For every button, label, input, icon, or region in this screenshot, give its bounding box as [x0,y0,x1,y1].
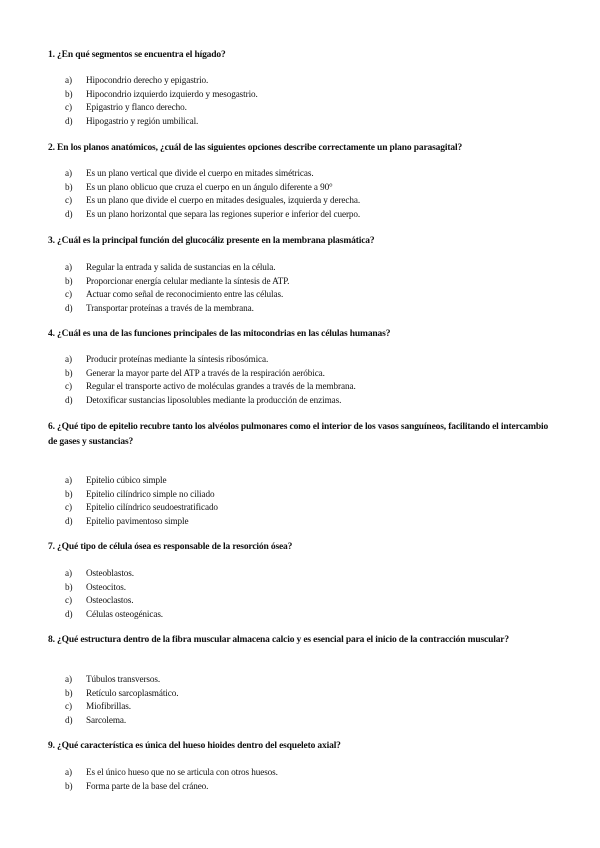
question-3-options [65,261,545,315]
question-6-options [65,474,545,528]
option-c: c) Miofibrillas. [65,701,131,711]
question-2-title: 2. En los planos anatómicos, ¿cuál de las siguientes opciones describe correctamente un plano parasagital? [48,143,463,153]
option-d: d) Detoxificar sustancias liposolubles mediante la producción de enzimas. [65,394,342,405]
option-a: a) Regular la entrada y salida de sustancias en la célula. [65,262,276,272]
option-c: c) Osteoclastos. [65,595,134,605]
option-b: b) Proporcionar energía celular mediante la síntesis de ATP. [65,275,290,286]
question-3-title: 3. ¿Cuál es la principal función del glucocáliz presente en la membrana plasmática? [48,236,375,246]
option-c: c) Actuar como señal de reconocimiento entre las células. [65,289,284,299]
option-d: d) Hipogastrio y región umbilical. [65,115,199,126]
option-b: b) Hipocondrio izquierdo izquierdo y mesogastrio. [65,88,258,99]
question-6-title: 6. ¿Qué tipo de epitelio recubre tanto los alvéolos pulmonares como el interior de los vasos sanguíneos, facilitando el intercambio de gases y sustancias? [48,422,549,447]
question-1-title: 1. ¿En qué segmentos se encuentra el hígado? [48,50,226,60]
option-c: c) Epigastrio y flanco derecho. [65,102,187,112]
option-b: b) Osteocitos. [65,581,126,592]
option-b: b) Retículo sarcoplasmático. [65,687,179,698]
question-4-options [65,353,545,407]
option-b: b) Epitelio cilíndrico simple no ciliado [65,488,215,499]
option-c: c) Regular el transporte activo de moléculas grandes a través de la membrana. [65,381,356,391]
option-a: a) Es el único hueso que no se articula con otros huesos. [65,767,278,777]
option-b: b) Es un plano oblicuo que cruza el cuerpo en un ángulo diferente a 90° [65,181,333,192]
option-d: d) Es un plano horizontal que separa las regiones superior e inferior del cuerpo. [65,208,361,219]
option-d: d) Sarcolema. [65,714,127,725]
option-c: c) Es un plano que divide el cuerpo en mitades desiguales, izquierda y derecha. [65,195,361,205]
question-4-title: 4. ¿Cuál es una de las funciones principales de las mitocondrias en las células humanas? [48,329,391,339]
option-a: a) Es un plano vertical que divide el cuerpo en mitades simétricas. [65,168,314,178]
question-8-options [65,673,545,727]
question-7-title: 7. ¿Qué tipo de célula ósea es responsable de la resorción ósea? [48,542,293,552]
option-b: b) Forma parte de la base del cráneo. [65,780,209,791]
option-d: d) Transportar proteínas a través de la membrana. [65,302,254,313]
question-9-title: 9. ¿Qué característica es única del hueso hioides dentro del esqueleto axial? [48,741,341,751]
option-a: a) Hipocondrio derecho y epigastrio. [65,75,209,85]
question-2-options [65,167,545,221]
option-d: d) Epitelio pavimentoso simple [65,515,189,526]
option-b: b) Generar la mayor parte del ATP a través de la respiración aeróbica. [65,367,325,378]
question-7-options [65,567,545,621]
question-8-title: 8. ¿Qué estructura dentro de la fibra muscular almacena calcio y es esencial para el inicio de la contracción muscular? [48,635,509,645]
option-a: a) Epitelio cúbico simple [65,475,167,485]
option-d: d) Células osteogénicas. [65,608,163,619]
option-a: a) Osteoblastos. [65,568,134,578]
option-a: a) Producir proteínas mediante la síntesis ribosómica. [65,354,269,364]
option-a: a) Túbulos transversos. [65,674,161,684]
question-9-options [65,766,545,793]
option-c: c) Epitelio cilíndrico seudoestratificado [65,502,218,512]
question-1-options [65,74,545,128]
